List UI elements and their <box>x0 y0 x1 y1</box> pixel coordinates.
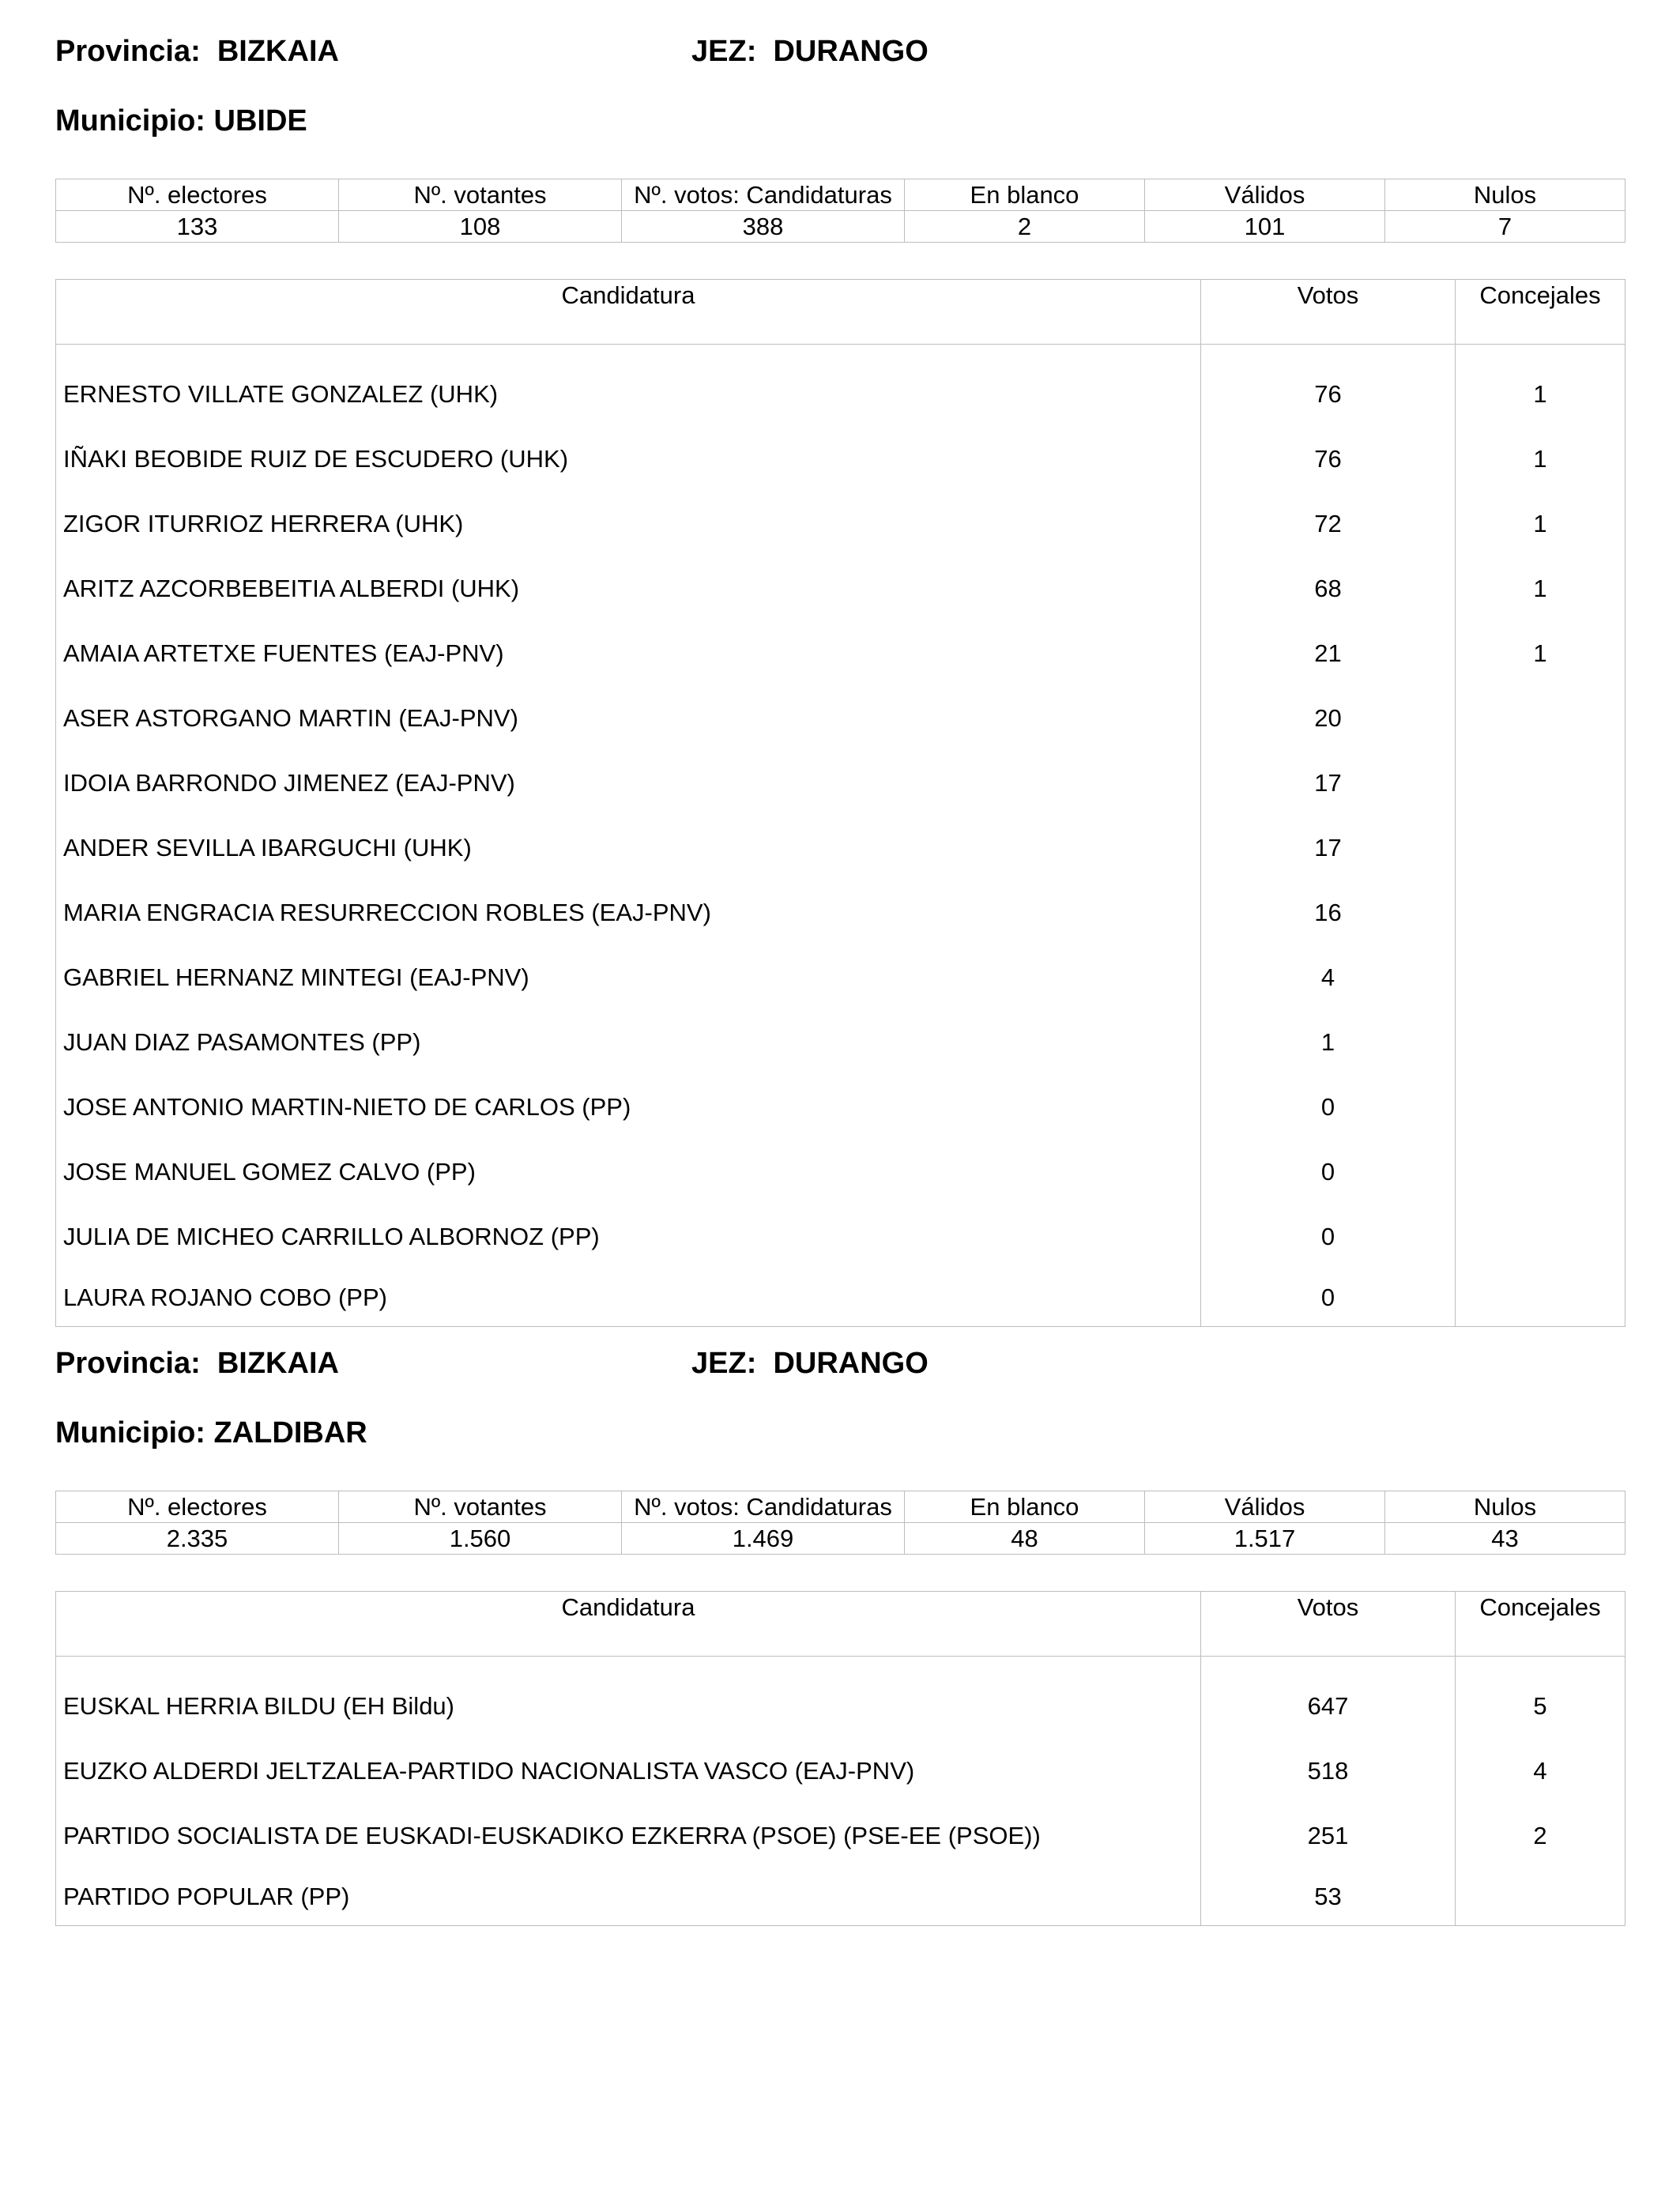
stats-value-cell: 2 <box>905 211 1145 243</box>
candidate-concejales <box>1456 686 1625 751</box>
candidate-name: ASER ASTORGANO MARTIN (EAJ-PNV) <box>56 686 1201 751</box>
candidate-name: MARIA ENGRACIA RESURRECCION ROBLES (EAJ-PNV) <box>56 880 1201 945</box>
candidate-row <box>56 1204 1625 1269</box>
candidate-concejales: 1 <box>1456 492 1625 556</box>
candidate-votos: 17 <box>1201 816 1456 880</box>
candidate-votos: 72 <box>1201 492 1456 556</box>
candidate-row <box>56 621 1625 686</box>
provincia-label: Provincia: <box>55 1347 217 1380</box>
candidate-concejales: 4 <box>1456 1739 1625 1804</box>
stats-header-cell: Nº. electores <box>56 1491 339 1523</box>
stats-header-cell: En blanco <box>905 1491 1145 1523</box>
candidate-votos: 0 <box>1201 1075 1456 1140</box>
candidate-votos: 0 <box>1201 1269 1456 1327</box>
candidate-name: IDOIA BARRONDO JIMENEZ (EAJ-PNV) <box>56 751 1201 816</box>
candidate-concejales: 5 <box>1456 1657 1625 1740</box>
stats-value-cell: 101 <box>1145 211 1385 243</box>
municipio-header <box>55 101 1625 141</box>
concejales-header: Concejales <box>1456 1592 1625 1657</box>
candidate-votos: 1 <box>1201 1010 1456 1075</box>
stats-value-row <box>56 211 1625 243</box>
candidate-name: ERNESTO VILLATE GONZALEZ (UHK) <box>56 345 1201 428</box>
stats-header-cell: Nº. votos: Candidaturas <box>622 179 905 211</box>
candidate-name: JUAN DIAZ PASAMONTES (PP) <box>56 1010 1201 1075</box>
stats-header-cell: Nº. votantes <box>339 179 622 211</box>
candidate-name: IÑAKI BEOBIDE RUIZ DE ESCUDERO (UHK) <box>56 427 1201 492</box>
candidate-name: EUSKAL HERRIA BILDU (EH Bildu) <box>56 1657 1201 1740</box>
candidate-row <box>56 1739 1625 1804</box>
candidate-name: PARTIDO POPULAR (PP) <box>56 1868 1201 1926</box>
candidate-concejales <box>1456 945 1625 1010</box>
stats-header-row <box>56 1491 1625 1523</box>
candidate-row <box>56 345 1625 428</box>
municipio-header <box>55 1413 1625 1453</box>
stats-value-cell: 7 <box>1385 211 1625 243</box>
jez-value: DURANGO <box>773 35 929 68</box>
stats-header-row <box>56 179 1625 211</box>
stats-header-cell: En blanco <box>905 179 1145 211</box>
candidate-row <box>56 751 1625 816</box>
candidate-row <box>56 880 1625 945</box>
votos-header: Votos <box>1201 1592 1456 1657</box>
stats-table <box>55 179 1625 243</box>
candidate-row <box>56 1140 1625 1204</box>
stats-table <box>55 1491 1625 1555</box>
provincia-value: BIZKAIA <box>217 1347 339 1380</box>
stats-header-cell: Nulos <box>1385 179 1625 211</box>
candidate-row <box>56 1269 1625 1327</box>
stats-header-cell: Nº. electores <box>56 179 339 211</box>
candidate-votos: 53 <box>1201 1868 1456 1926</box>
stats-header-cell: Nº. votantes <box>339 1491 622 1523</box>
candidate-votos: 76 <box>1201 345 1456 428</box>
candidate-concejales <box>1456 1868 1625 1926</box>
jez-label: JEZ: <box>691 1347 774 1380</box>
candidate-votos: 4 <box>1201 945 1456 1010</box>
candidate-name: ANDER SEVILLA IBARGUCHI (UHK) <box>56 816 1201 880</box>
stats-value-row <box>56 1523 1625 1555</box>
candidate-row <box>56 1010 1625 1075</box>
candidates-table <box>55 279 1625 1327</box>
candidatura-header: Candidatura <box>56 280 1201 345</box>
candidate-row <box>56 686 1625 751</box>
candidate-concejales: 1 <box>1456 556 1625 621</box>
candidate-concejales: 1 <box>1456 427 1625 492</box>
stats-value-cell: 388 <box>622 211 905 243</box>
candidate-name: GABRIEL HERNANZ MINTEGI (EAJ-PNV) <box>56 945 1201 1010</box>
province-header <box>55 1344 1625 1383</box>
candidate-name: AMAIA ARTETXE FUENTES (EAJ-PNV) <box>56 621 1201 686</box>
stats-value-cell: 1.517 <box>1145 1523 1385 1555</box>
stats-header-cell: Válidos <box>1145 179 1385 211</box>
municipio-label: Municipio: <box>55 1416 214 1449</box>
candidate-concejales: 1 <box>1456 621 1625 686</box>
municipio-section <box>55 1344 1625 1926</box>
stats-value-cell: 48 <box>905 1523 1145 1555</box>
jez-header <box>691 1344 929 1383</box>
candidate-row <box>56 1868 1625 1926</box>
candidate-votos: 518 <box>1201 1739 1456 1804</box>
stats-value-cell: 1.560 <box>339 1523 622 1555</box>
candidate-votos: 251 <box>1201 1804 1456 1868</box>
candidate-concejales <box>1456 751 1625 816</box>
candidatura-header: Candidatura <box>56 1592 1201 1657</box>
stats-header-cell: Nº. votos: Candidaturas <box>622 1491 905 1523</box>
candidate-name: LAURA ROJANO COBO (PP) <box>56 1269 1201 1327</box>
candidate-votos: 0 <box>1201 1204 1456 1269</box>
candidate-name: JOSE MANUEL GOMEZ CALVO (PP) <box>56 1140 1201 1204</box>
candidate-votos: 21 <box>1201 621 1456 686</box>
candidate-row <box>56 556 1625 621</box>
candidate-name: JULIA DE MICHEO CARRILLO ALBORNOZ (PP) <box>56 1204 1201 1269</box>
candidate-concejales <box>1456 1010 1625 1075</box>
candidate-name: EUZKO ALDERDI JELTZALEA-PARTIDO NACIONALISTA VASCO (EAJ-PNV) <box>56 1739 1201 1804</box>
jez-label: JEZ: <box>691 35 774 68</box>
candidate-concejales <box>1456 880 1625 945</box>
candidate-row <box>56 427 1625 492</box>
stats-value-cell: 108 <box>339 211 622 243</box>
candidate-name: ZIGOR ITURRIOZ HERRERA (UHK) <box>56 492 1201 556</box>
candidate-name: JOSE ANTONIO MARTIN-NIETO DE CARLOS (PP) <box>56 1075 1201 1140</box>
candidate-concejales <box>1456 1075 1625 1140</box>
candidate-concejales: 2 <box>1456 1804 1625 1868</box>
candidate-row <box>56 1075 1625 1140</box>
municipio-section <box>55 32 1625 1327</box>
candidate-concejales <box>1456 1269 1625 1327</box>
candidate-votos: 68 <box>1201 556 1456 621</box>
candidate-votos: 647 <box>1201 1657 1456 1740</box>
candidate-row <box>56 1804 1625 1868</box>
candidate-votos: 76 <box>1201 427 1456 492</box>
province-header <box>55 32 1625 71</box>
candidate-votos: 17 <box>1201 751 1456 816</box>
candidates-header-row <box>56 1592 1625 1657</box>
candidate-row <box>56 492 1625 556</box>
concejales-header: Concejales <box>1456 280 1625 345</box>
candidate-votos: 16 <box>1201 880 1456 945</box>
stats-value-cell: 1.469 <box>622 1523 905 1555</box>
municipio-value: ZALDIBAR <box>213 1416 367 1449</box>
municipio-label: Municipio: <box>55 104 214 138</box>
municipio-value: UBIDE <box>213 104 307 138</box>
stats-value-cell: 2.335 <box>56 1523 339 1555</box>
jez-value: DURANGO <box>773 1347 929 1380</box>
candidate-name: PARTIDO SOCIALISTA DE EUSKADI-EUSKADIKO EZKERRA (PSOE) (PSE-EE (PSOE)) <box>56 1804 1201 1868</box>
stats-value-cell: 133 <box>56 211 339 243</box>
candidate-row <box>56 945 1625 1010</box>
candidate-row <box>56 816 1625 880</box>
stats-value-cell: 43 <box>1385 1523 1625 1555</box>
candidate-concejales <box>1456 816 1625 880</box>
candidate-votos: 0 <box>1201 1140 1456 1204</box>
candidate-row <box>56 1657 1625 1740</box>
provincia-label: Provincia: <box>55 35 217 68</box>
candidate-concejales: 1 <box>1456 345 1625 428</box>
stats-header-cell: Válidos <box>1145 1491 1385 1523</box>
candidates-table <box>55 1591 1625 1926</box>
votos-header: Votos <box>1201 280 1456 345</box>
provincia-value: BIZKAIA <box>217 35 339 68</box>
candidates-header-row <box>56 280 1625 345</box>
candidate-concejales <box>1456 1140 1625 1204</box>
candidate-votos: 20 <box>1201 686 1456 751</box>
candidate-name: ARITZ AZCORBEBEITIA ALBERDI (UHK) <box>56 556 1201 621</box>
stats-header-cell: Nulos <box>1385 1491 1625 1523</box>
candidate-concejales <box>1456 1204 1625 1269</box>
jez-header <box>691 32 929 71</box>
